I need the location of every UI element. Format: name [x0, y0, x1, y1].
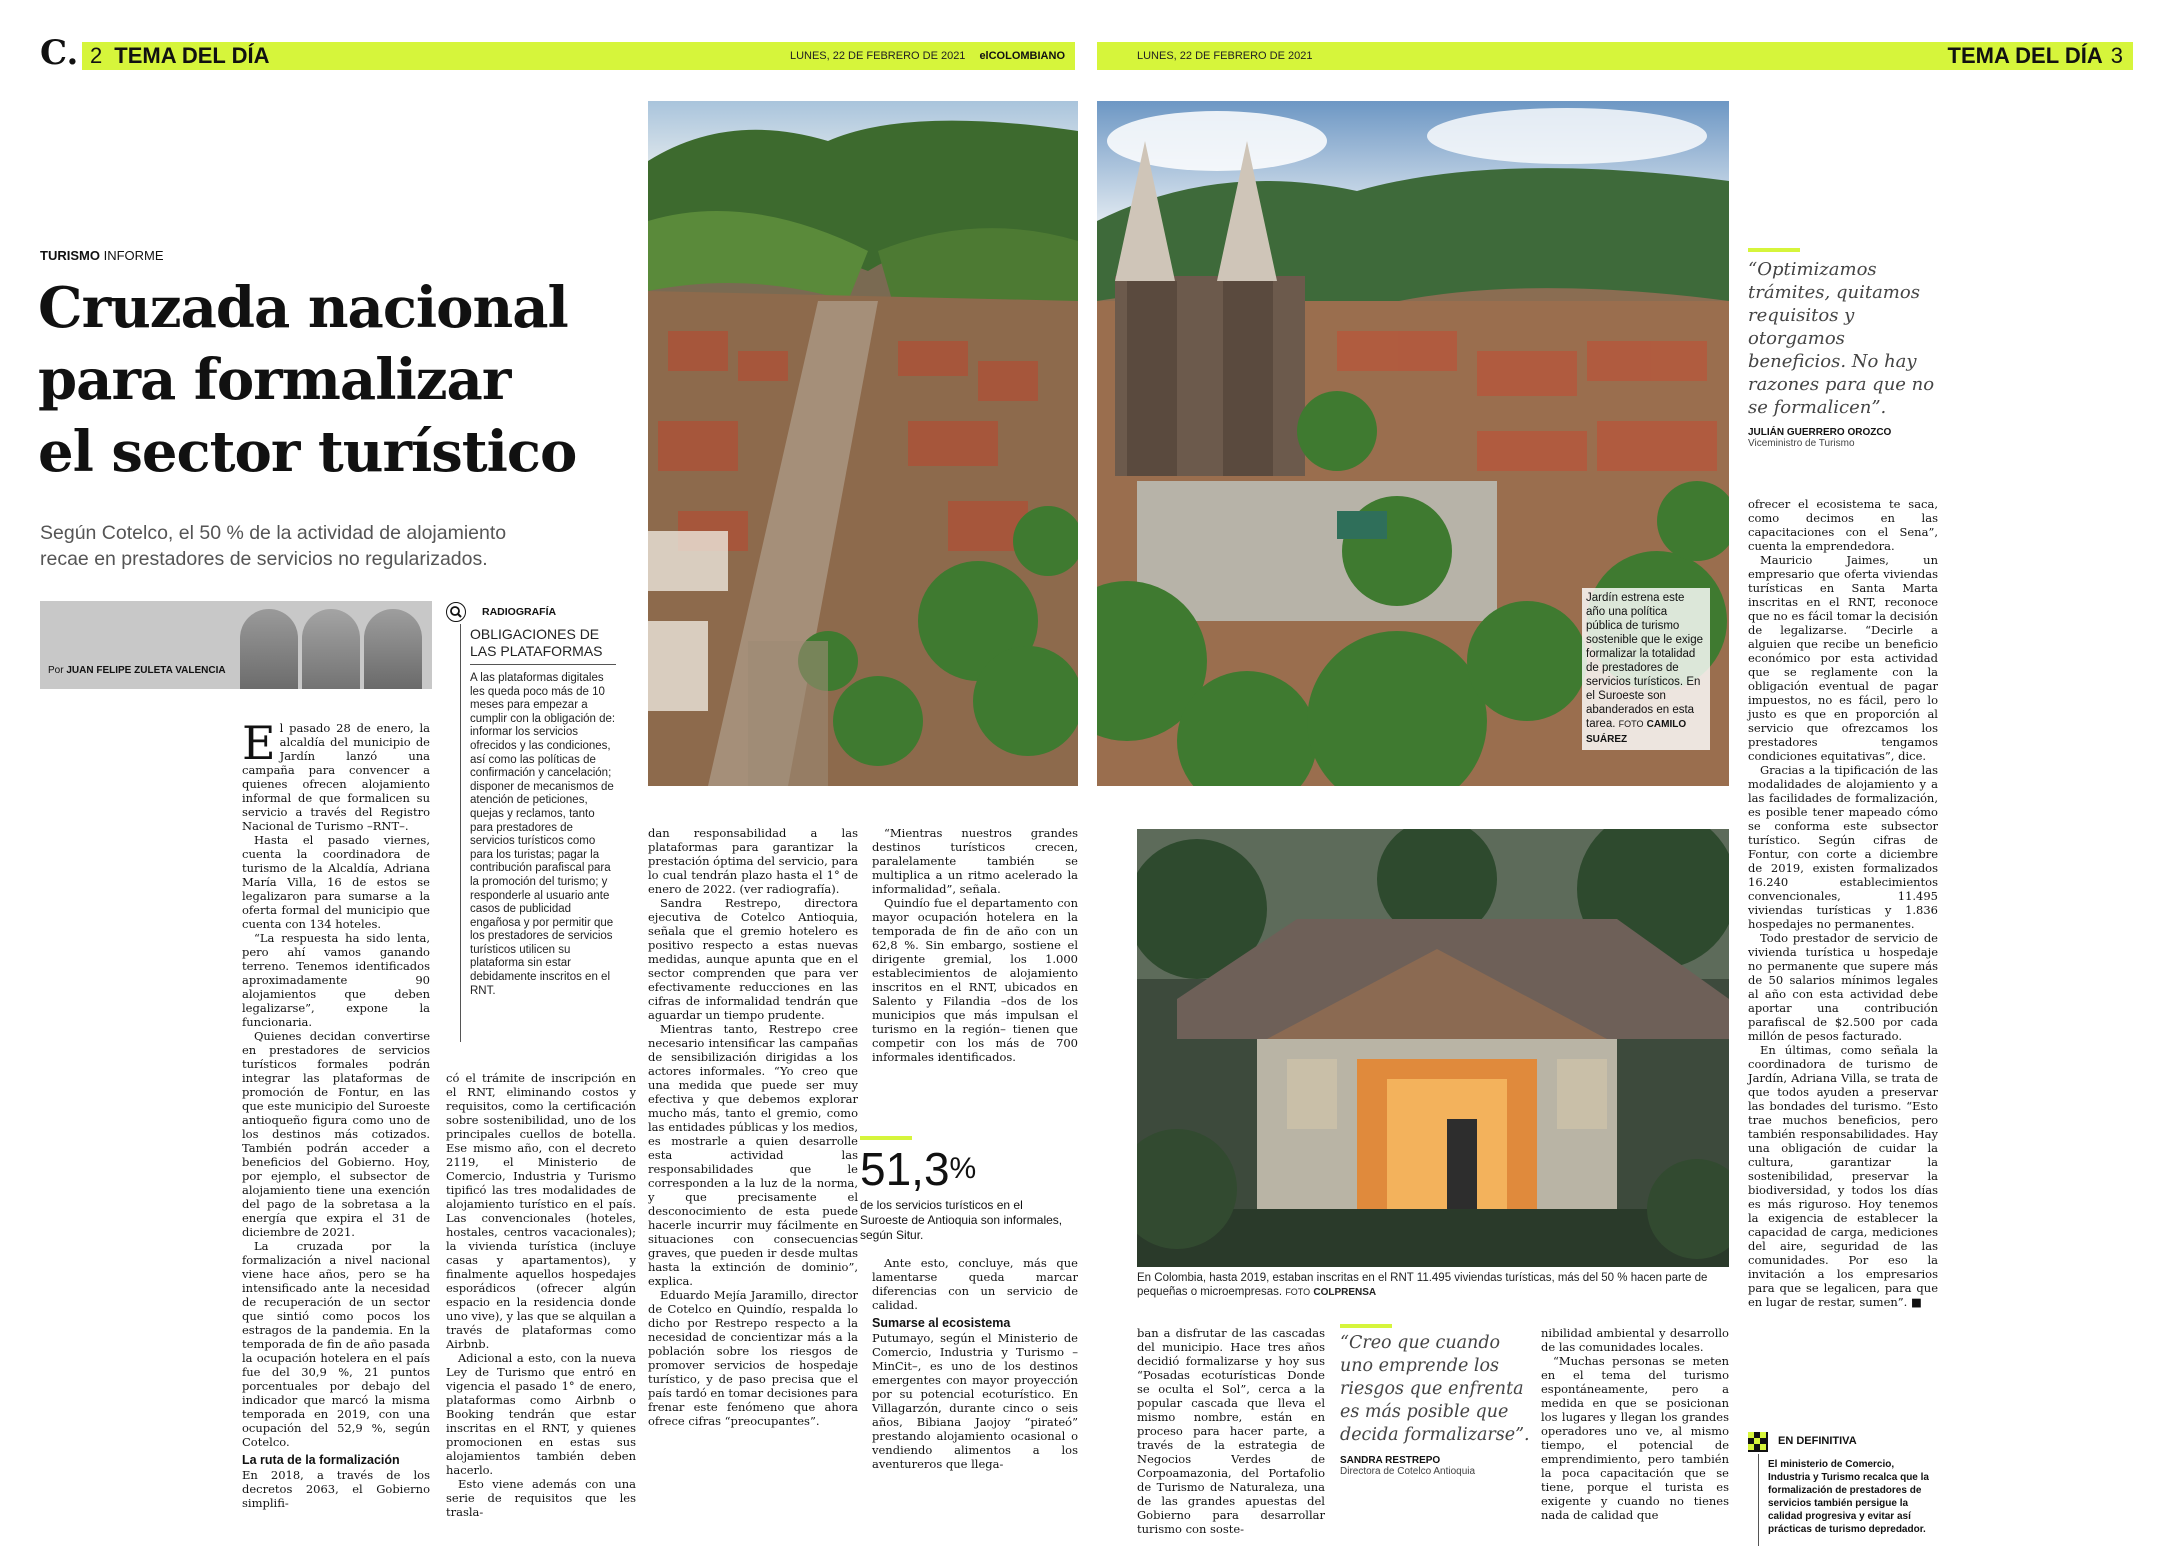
left-date: LUNES, 22 DE FEBRERO DE 2021: [789, 50, 966, 62]
column-8: [1748, 497, 1938, 1309]
author-avatar: [302, 609, 360, 689]
stat-value-line: [860, 1144, 1070, 1194]
column-7: [1541, 1326, 1729, 1522]
column-2: [446, 1071, 636, 1519]
byline-name: JUAN FELIPE ZULETA VALENCIA: [66, 665, 226, 676]
deck-line-1: Según Cotelco, el 50 % de la actividad de alojamiento: [40, 522, 507, 544]
column-3: [648, 826, 858, 1428]
radiografia-title: [470, 626, 603, 660]
paragraph: Mauricio Jaimes, un empresario que oferta viviendas turísticas en Santa Marta inscritas en el RNT, reconoce que no es fácil tomar la decisión de legalizarse. “Decirle a alguien que recibe un beneficio económico por esta actividad que se reglamente con la obligación eventual de pagar impuestos, no es fácil, pero lo justo es que en proporción al servicio que ofrezcamos los prestadores tengamos condiciones equitativas”, dice.: [1748, 553, 1938, 763]
subheading: La ruta de la formalización: [242, 1453, 400, 1467]
column-5: [1137, 1326, 1325, 1536]
paragraph: Quienes decidan convertirse en prestadores de servicios turísticos formales podrán integrar las plataformas de promoción de Fontur, en las que este municipio del Suroeste antioqueño figura como uno de los destinos más cotizados. También podrán acceder a beneficios del Gobierno. Hoy, por ejemplo, el subsector de alojamiento tiene una exención del pago de la sobretasa a la energía que expira el 31 de diciembre de 2021.: [242, 1029, 430, 1239]
paragraph: Todo prestador de servicio de vivienda turística u hospedaje no permanente que supere más de 50 salarios mínimos legales al año con esta actividad debe aportar una contribución parafiscal de $2.500 por cada millón de pesos facturado.: [1748, 931, 1938, 1043]
en-definitiva-label: EN DEFINITIVA: [1778, 1435, 1857, 1447]
quote2-text: “Creo que cuando uno emprende los riesgos que enfrenta es más posible que decida formalizarse”.: [1340, 1333, 1530, 1445]
pull-quote-2: [1340, 1324, 1530, 1477]
left-section-bar: [82, 42, 417, 70]
paragraph: En 2018, a través de los decretos 2063, el Gobierno simplifi-: [242, 1468, 430, 1510]
paragraph: Gracias a la tipificación de las modalidades de alojamiento y a las facilidades de formalización, es posible tener mapeado cómo se conforma este subsector turístico. Según cifras de Fontur, con corte a diciembre de 2019, existen formalizados 16.240 establecimientos convencionales, 11.495 viviendas turísticas y 1.836 hospedajes no permanentes.: [1748, 763, 1938, 931]
photo2-credit-label: FOTO: [1285, 1287, 1311, 1297]
paragraph: El pasado 28 de enero, la alcaldía del municipio de Jardín lanzó una campaña para convencer a quienes ofrecen alojamiento informal de que formalicen su servicio a través del Registro Nacional de Turismo –RNT–.: [242, 716, 430, 833]
quote1-role: Viceministro de Turismo: [1748, 438, 1855, 449]
stat-text: de los servicios turísticos en el Suroeste de Antioquia son informales, según Situr.: [860, 1198, 1063, 1242]
quote1-text: “Optimizamos trámites, quitamos requisitos y otorgamos beneficios. No hay razones para que no se formalicen”.: [1748, 259, 1935, 418]
author-avatar: [364, 609, 422, 689]
stat-rule: [860, 1136, 912, 1140]
byline-box: [40, 601, 432, 689]
section-title-right: TEMA DEL DÍA: [1947, 43, 2103, 68]
paragraph: nibilidad ambiental y desarrollo de las comunidades locales.: [1541, 1326, 1729, 1354]
column-1: [242, 716, 430, 1510]
paragraph: Mientras tanto, Restrepo cree necesario intensificar las campañas de sensibilización dirigidas a los actores informales. “Yo creo que una medida que puede ser muy efectiva y que debemos explorar mucho más, tanto el gremio, como las entidades públicas y los medios, es mostrarle a quien desarrolle esta actividad las responsabilidades que le corresponden a la luz de la norma, y que precisamente el desconocimiento de esta puede hacerle incurrir muy fácilmente en situaciones con consecuencias graves, que pueden ir desde multas hasta la extinción de dominio”, explica.: [648, 1022, 858, 1288]
radiografia-title-line-2: LAS PLATAFORMAS: [470, 643, 603, 659]
byline: [48, 665, 226, 676]
stat-value: 51,3: [860, 1143, 950, 1195]
deck-line-2: recae en prestadores de servicios no regularizados.: [40, 548, 488, 570]
photo1-credit-label: FOTO: [1618, 719, 1644, 729]
photo2-credit: COLPRENSA: [1313, 1287, 1377, 1298]
drop-cap: E: [242, 716, 276, 770]
radiografia-title-line-1: OBLIGACIONES DE: [470, 626, 600, 642]
paragraph: Ante esto, concluye, más que lamentarse queda marcar diferencias con un servicio de calidad.: [872, 1256, 1078, 1312]
paragraph: có el trámite de inscripción en el RNT, eliminando costos y requisitos, como la certificación sobre sostenibilidad, uno de los principales cuellos de botella. Ese mismo año, con el decreto 2119, el Ministerio de Comercio, Industria y Turismo tipificó las tres modalidades de alojamiento turístico en el país. Las convencionales (hoteles, hostales, centros vacacionales); la vivienda turística (incluye casas y apartamentos), y finalmente aquellos hospedajes esporádicos (ofrecer algún espacio en la residencia donde uno vive), y las que se alquilan a través de plataformas como Airbnb.: [446, 1071, 636, 1351]
magnifier-icon: [446, 602, 466, 622]
column-4a: [872, 826, 1078, 1064]
paragraph: Adicional a esto, con la nueva Ley de Turismo que entró en vigencia el pasado 1° de enero, plataformas como Airbnb o Booking tendrán que estar inscritas en el RNT, y quienes promocionen en estas sus alojamientos también deben hacerlo.: [446, 1351, 636, 1477]
section-title-left: TEMA DEL DÍA: [114, 43, 270, 68]
right-date: LUNES, 22 DE FEBRERO DE 2021: [1137, 50, 1313, 62]
headline: [38, 272, 638, 488]
paragraph: ban a disfrutar de las cascadas del municipio. Hace tres años decidió formalizarse y hoy sus “Posadas ecoturísticas Donde se oculta el Sol”, cerca a la popular cascada que lleva el mismo nombre, están en proceso para hacer parte, a través de la estrategia de Negocios Verdes de Corpoamazonia, del Portafolio de Turismo de Naturaleza, una de las grandes apuestas del Gobierno para desarrollar turismo con soste-: [1137, 1326, 1325, 1536]
en-definitiva-text: El ministerio de Comercio, Industria y Turismo recalca que la formalización de prestadores de servicios también persigue la calidad progresiva y evitar así prácticas de turismo depredador.: [1768, 1459, 1929, 1535]
paragraph: “La respuesta ha sido lenta, pero ahí vamos ganando terreno. Tenemos identificados aproximadamente 90 alojamientos que deben legalizarse”, expone la funcionaria.: [242, 931, 430, 1029]
kicker-strong: TURISMO: [40, 248, 100, 263]
en-definitiva-box: [1748, 1432, 1938, 1550]
column-4b: [872, 1256, 1078, 1471]
right-header-bar: [1097, 42, 2133, 70]
quote2-name: SANDRA RESTREPO: [1340, 1455, 1441, 1466]
radiografia-body: A las plataformas digitales les queda poco más de 10 meses para empezar a cumplir con la obligación de: informar los servicios ofrecidos y las condiciones, así como las políticas de confirmación y cancelación; disponer de mecanismos de atención de peticiones, quejas y reclamos, tanto para prestadores de servicios turísticos como para los turistas; pagar la contribución parafiscal para la promoción del turismo; y responderle al usuario ante casos de publicidad engañosa y por permitir que los prestadores de servicios turísticos utilicen su plataforma sin estar debidamente inscritos en el RNT.: [470, 672, 616, 997]
page-number-left: 2: [90, 43, 103, 68]
kicker-rest: INFORME: [103, 248, 164, 263]
author-avatar: [240, 609, 298, 689]
paragraph: dan responsabilidad a las plataformas para garantizar la prestación óptima del servicio, para lo cual tendrán plazo hasta el 1° de enero de 2022. (ver radiografía).: [648, 826, 858, 896]
page-number-right: 3: [2110, 43, 2123, 68]
checker-icon: [1748, 1432, 1768, 1452]
headline-line-2: para formalizar: [38, 347, 511, 413]
paragraph: Sandra Restrepo, directora ejecutiva de Cotelco Antioquia, señala que el gremio hotelero es positivo respecto a estas nuevas medidas, aunque apunta que en el sector comprenden que para ver efectivamente reducciones en las cifras de informalidad tendrán que aguardar un tiempo prudente.: [648, 896, 858, 1022]
byline-prefix: Por: [48, 665, 64, 676]
headline-line-1: Cruzada nacional: [38, 275, 568, 341]
radiografia-rule: [470, 664, 616, 665]
brand-logo: elCOLOMBIANO: [979, 50, 1065, 62]
paragraph: Putumayo, según el Ministerio de Comercio, Industria y Turismo –MinCit–, es uno de los destinos emergentes con mayor proyección por su potencial ecoturístico. En Villagarzón, durante cinco o seis años, Bibiana Jaojoy “pirateó” prestando alojamiento ocasional o vendiendo alimentos a los aventureros que llega-: [872, 1331, 1078, 1471]
paragraph: “Mientras nuestros grandes destinos turísticos crecen, paralelamente también se multiplica a un ritmo acelerado la informalidad”, señala.: [872, 826, 1078, 896]
photo-jardin-aerial-left: [648, 101, 1078, 786]
kicker: [40, 248, 164, 263]
paragraph: Eduardo Mejía Jaramillo, director de Cotelco en Quindío, respalda lo dicho por Restrepo respecto a la necesidad de concientizar más a la población sobre los riesgos de promover servicios de hospedaje turístico, y de paso precisa que el país tardó en tomar decisiones para frenar este fenómeno que ahora ofrece cifras “preocupantes”.: [648, 1288, 858, 1428]
paragraph: La cruzada por la formalización a nivel nacional viene hace años, pero se ha intensificado ante la necesidad de recuperación de un sector que sintió como pocos los estragos de la pandemia. En la temporada de fin de año pasada la ocupación hotelera en el país fue del 30,9 %, 21 puntos porcentuales por debajo del indicador que marcó la misma temporada en 2019, con una ocupación del 52,9 %, según Cotelco.: [242, 1239, 430, 1449]
headline-line-3: el sector turístico: [38, 419, 577, 485]
radiografia-label: RADIOGRAFÍA: [482, 606, 557, 618]
radiografia-box: [446, 602, 618, 1042]
quote2-role: Directora de Cotelco Antioquia: [1340, 1466, 1476, 1477]
quote1-rule: [1748, 248, 1800, 252]
stat-unit: %: [949, 1152, 977, 1185]
radiografia-divider: [460, 624, 461, 1042]
quote2-rule: [1340, 1324, 1392, 1328]
photo-cabin: [1137, 829, 1729, 1267]
stat-block: [860, 1136, 1070, 1243]
paragraph: Esto viene además con una serie de requisitos que les trasla-: [446, 1477, 636, 1519]
paragraph: “Muchas personas se meten en el tema del turismo espontáneamente, pero a medida en que se posicionan los lugares y llegan los grandes operadores uno ve, al mismo tiempo, el potencial de emprendimiento, pero también la poca capacitación que se tiene, porque el turista es exigente y cuando no tienes nada de calidad que: [1541, 1354, 1729, 1522]
subheading: Sumarse al ecosistema: [872, 1316, 1011, 1330]
photo1-credit: CAMILO SUÁREZ: [1586, 719, 1687, 745]
left-date-bar: [417, 42, 1075, 70]
paragraph: Quindío fue el departamento con mayor ocupación hotelera en la temporada de fin de año con un 62,8 %. Sin embargo, sostiene el dirigente gremial, los 1.000 establecimientos de alojamiento inscritos en el RNT, ubicados en Salento y Filandia –dos de los municipios que más impulsan el turismo en la región– tienen que competir con los más de 700 informales identificados.: [872, 896, 1078, 1064]
paragraph: En últimas, como señala la coordinadora de turismo de Jardín, Adriana Villa, se trata de que todos ayuden a preservar las bondades del turismo. “Esto trae muchos beneficios, pero también responsabilidades. Hay una obligación de cuidar la cultura, garantizar la sostenibilidad, preservar la biodiversidad, y todos los días es más riguroso. Hoy tenemos la exigencia de establecer la capacidad de carga, mediciones del aire, seguridad de las comunidades. Por eso la invitación a los empresarios para que se legalicen, para que en lugar de restar, sumen”. ■: [1748, 1043, 1938, 1309]
photo1-caption-text: Jardín estrena este año una política pública de turismo sostenible que le exige formalizar la totalidad de prestadores de servicios turísticos. En el Suroeste son abanderados en esta tarea.: [1586, 592, 1703, 730]
photo2-caption-text: En Colombia, hasta 2019, estaban inscritas en el RNT 11.495 viviendas turísticas, más del 50 % hacen parte de pequeñas o microempresas.: [1137, 1272, 1708, 1298]
photo1-caption: [1582, 588, 1710, 750]
paragraph: Hasta el pasado viernes, cuenta la coordinadora de turismo de la Alcaldía, Adriana María Villa, 16 de estos se legalizaron para sumarse a la oferta formal del municipio que cuenta con 134 hoteles.: [242, 833, 430, 931]
quote1-name: JULIÁN GUERRERO OROZCO: [1748, 427, 1892, 438]
pull-quote-1: [1748, 248, 1938, 449]
deck: [40, 520, 640, 572]
paragraph: ofrecer el ecosistema te saca, como decimos en las capacitaciones con el Sena”, cuenta la emprendedora.: [1748, 497, 1938, 553]
en-definitiva-divider: [1758, 1454, 1759, 1546]
photo2-caption: [1137, 1271, 1737, 1300]
logo-c: C.: [40, 33, 79, 73]
